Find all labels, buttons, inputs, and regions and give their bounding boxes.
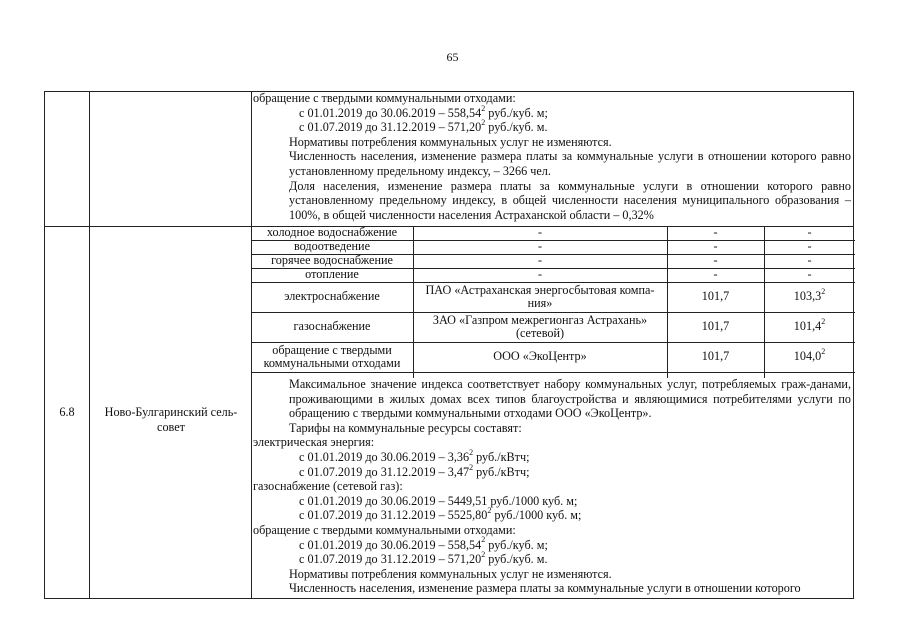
service-name: горячее водоснабжение: [271, 253, 393, 267]
waste-tariff-2: с 01.07.2019 до 31.12.2019 – 571,20$^2$ руб./куб. м.: [299, 118, 548, 135]
svc-row-line: [251, 372, 855, 373]
top-text-block: [253, 91, 851, 222]
service-name: электроснабжение: [284, 289, 380, 303]
service-name: газоснабжение: [293, 319, 371, 333]
tariffs-title: Тарифы на коммунальные ресурсы составят:: [289, 420, 522, 435]
service-provider: -: [537, 225, 543, 239]
service-index-2: 101,4$^2$: [793, 316, 826, 333]
population-text-2: Численность населения, изменение размера платы за коммунальные услуги в отношении которого: [289, 581, 801, 596]
gas-title: газоснабжение (сетевой газ):: [253, 479, 403, 494]
service-index-1: -: [713, 239, 718, 253]
service-index-2: -: [807, 253, 812, 267]
row-number: 6.8: [59, 405, 75, 419]
service-index-2: 103,3$^2$: [793, 286, 826, 303]
gas-tariff-1: с 01.01.2019 до 30.06.2019 – 5449,51 руб./1000 куб. м;: [299, 493, 578, 508]
population-text: Численность населения, изменение размера платы за коммунальные услуги в отношении которого равно установленному предельному индексу, – 3266 чел.: [289, 149, 851, 178]
service-name: отопление: [305, 267, 359, 281]
bottom-text-block: [253, 377, 851, 596]
service-provider: ПАО «Астраханская энергосбытовая компа-ния»: [425, 283, 655, 310]
service-provider: ООО «ЭкоЦентр»: [493, 349, 587, 363]
norms-text: Нормативы потребления коммунальных услуг не изменяются.: [289, 134, 612, 149]
service-index-1: -: [713, 225, 718, 239]
municipality-name: Ново-Булгаринский сель-совет: [104, 405, 238, 434]
service-name: водоотведение: [294, 239, 370, 253]
norms-text-2: Нормативы потребления коммунальных услуг не изменяются.: [289, 566, 612, 581]
waste-tariff-2: с 01.07.2019 до 31.12.2019 – 571,20$^2$ руб./куб. м.: [299, 550, 548, 567]
service-provider: ЗАО «Газпром межрегионгаз Астрахань» (сетевой): [432, 313, 648, 340]
service-index-1: 101,7: [701, 349, 730, 363]
waste-tariff-1: с 01.01.2019 до 30.06.2019 – 558,54$^2$ руб./куб. м;: [299, 103, 548, 120]
service-index-1: 101,7: [701, 289, 730, 303]
service-index-1: -: [713, 253, 718, 267]
col-divider-1: [89, 92, 90, 598]
waste-heading: обращение с твердыми коммунальными отходами:: [253, 91, 516, 105]
service-name: обращение с твердыми коммунальными отходами: [263, 343, 401, 370]
service-index-1: 101,7: [701, 319, 730, 333]
share-text: Доля населения, изменение размера платы за коммунальные услуги в отношении которого равно установленному предельному индексу, в общей численности населения муниципального образования – 100%, в общей численности населения Астраханской области – 0,32%: [289, 178, 851, 222]
waste-tariff-1: с 01.01.2019 до 30.06.2019 – 558,54$^2$ руб./куб. м;: [299, 535, 548, 552]
max-index-text: Максимальное значение индекса соответствует набору коммунальных услуг, потребляемых граж-данами, проживающими в жилых домах всех типов благоустройства и являющимися потребителями услуги по обращению с твердыми коммунальными отходами ООО «ЭкоЦентр».: [289, 377, 851, 421]
services-table: [251, 226, 855, 378]
service-index-2: 104,0$^2$: [793, 346, 826, 363]
waste-title: обращение с твердыми коммунальными отходами:: [253, 522, 516, 537]
service-provider: -: [537, 267, 543, 281]
electric-title: электрическая энергия:: [253, 435, 375, 450]
service-index-2: -: [807, 267, 812, 281]
electric-tariff-1: с 01.01.2019 до 30.06.2019 – 3,36$^2$ руб./кВтч;: [299, 447, 530, 464]
service-index-2: -: [807, 239, 812, 253]
document-table: [44, 91, 854, 599]
gas-tariff-2: с 01.07.2019 до 31.12.2019 – 5525,80$^2$ руб./1000 куб. м;: [299, 506, 582, 523]
service-name: холодное водоснабжение: [266, 225, 398, 239]
page-number: 65: [446, 50, 459, 64]
service-index-2: -: [807, 225, 812, 239]
service-provider: -: [537, 239, 543, 253]
electric-tariff-2: с 01.07.2019 до 31.12.2019 – 3,47$^2$ руб./кВтч;: [299, 462, 530, 479]
service-index-1: -: [713, 267, 718, 281]
service-provider: -: [537, 253, 543, 267]
